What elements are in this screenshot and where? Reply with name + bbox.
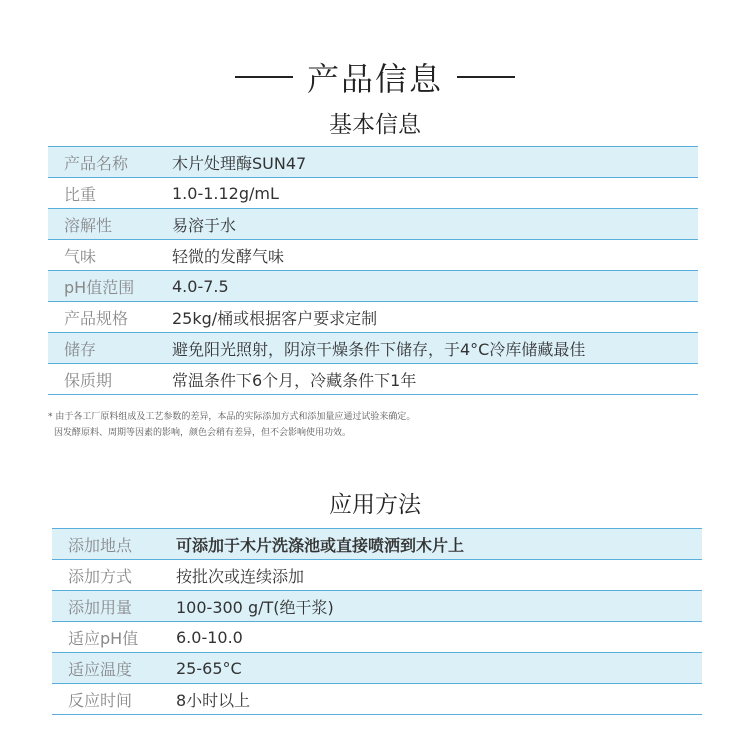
row-label: 产品名称 — [48, 147, 172, 178]
row-value: 4.0-7.5 — [172, 271, 698, 302]
row-value: 木片处理酶SUN47 — [172, 147, 698, 178]
table-row — [52, 560, 702, 591]
footnote — [48, 409, 415, 441]
row-value: 25kg/桶或根据客户要求定制 — [172, 302, 698, 333]
footnote-line: * 由于各工厂原料组成及工艺参数的差异，本品的实际添加方式和添加量应通过试验来确定。 — [48, 412, 416, 422]
table-row — [48, 209, 698, 240]
row-label: 比重 — [48, 178, 172, 209]
basic-info-table — [48, 146, 698, 395]
row-value: 8小时以上 — [176, 684, 702, 715]
row-value: 1.0-1.12g/mL — [172, 178, 698, 209]
row-label: 溶解性 — [48, 209, 172, 240]
table-row — [48, 147, 698, 178]
row-value: 6.0-10.0 — [176, 622, 702, 653]
table-row — [48, 333, 698, 364]
row-value: 25-65°C — [176, 653, 702, 684]
basic-info-heading: 基本信息 — [329, 112, 421, 138]
row-value: 易溶于水 — [172, 209, 698, 240]
row-value: 按批次或连续添加 — [176, 560, 702, 591]
row-label: 添加地点 — [52, 529, 176, 560]
table-row — [52, 653, 702, 684]
row-label: 保质期 — [48, 364, 172, 395]
row-label: 添加方式 — [52, 560, 176, 591]
table-row — [52, 529, 702, 560]
table-row — [52, 591, 702, 622]
table-row — [52, 684, 702, 715]
title-dash-left — [235, 76, 293, 78]
row-value: 避免阳光照射，阴凉干燥条件下储存，于4°C冷库储藏最佳 — [172, 333, 698, 364]
table-row — [48, 302, 698, 333]
row-label: 气味 — [48, 240, 172, 271]
table-row — [48, 271, 698, 302]
table-row — [48, 240, 698, 271]
row-value: 100-300 g/T(绝干浆) — [176, 591, 702, 622]
row-value: 可添加于木片洗涤池或直接喷洒到木片上 — [176, 529, 702, 560]
page-title — [0, 52, 750, 102]
title-dash-right — [457, 76, 515, 78]
footnote-line: 因发酵原料、周期等因素的影响，颜色会稍有差异，但不会影响使用功效。 — [54, 428, 352, 438]
table-row — [48, 178, 698, 209]
table-row — [52, 622, 702, 653]
row-label: 储存 — [48, 333, 172, 364]
table-row — [48, 364, 698, 395]
row-value: 常温条件下6个月，冷藏条件下1年 — [172, 364, 698, 395]
row-label: 适应pH值 — [52, 622, 176, 653]
page-title-text: 产品信息 — [306, 60, 443, 98]
application-heading: 应用方法 — [329, 492, 421, 518]
row-label: 产品规格 — [48, 302, 172, 333]
row-label: pH值范围 — [48, 271, 172, 302]
row-value: 轻微的发酵气味 — [172, 240, 698, 271]
application-table — [52, 528, 702, 715]
row-label: 添加用量 — [52, 591, 176, 622]
row-label: 适应温度 — [52, 653, 176, 684]
row-label: 反应时间 — [52, 684, 176, 715]
